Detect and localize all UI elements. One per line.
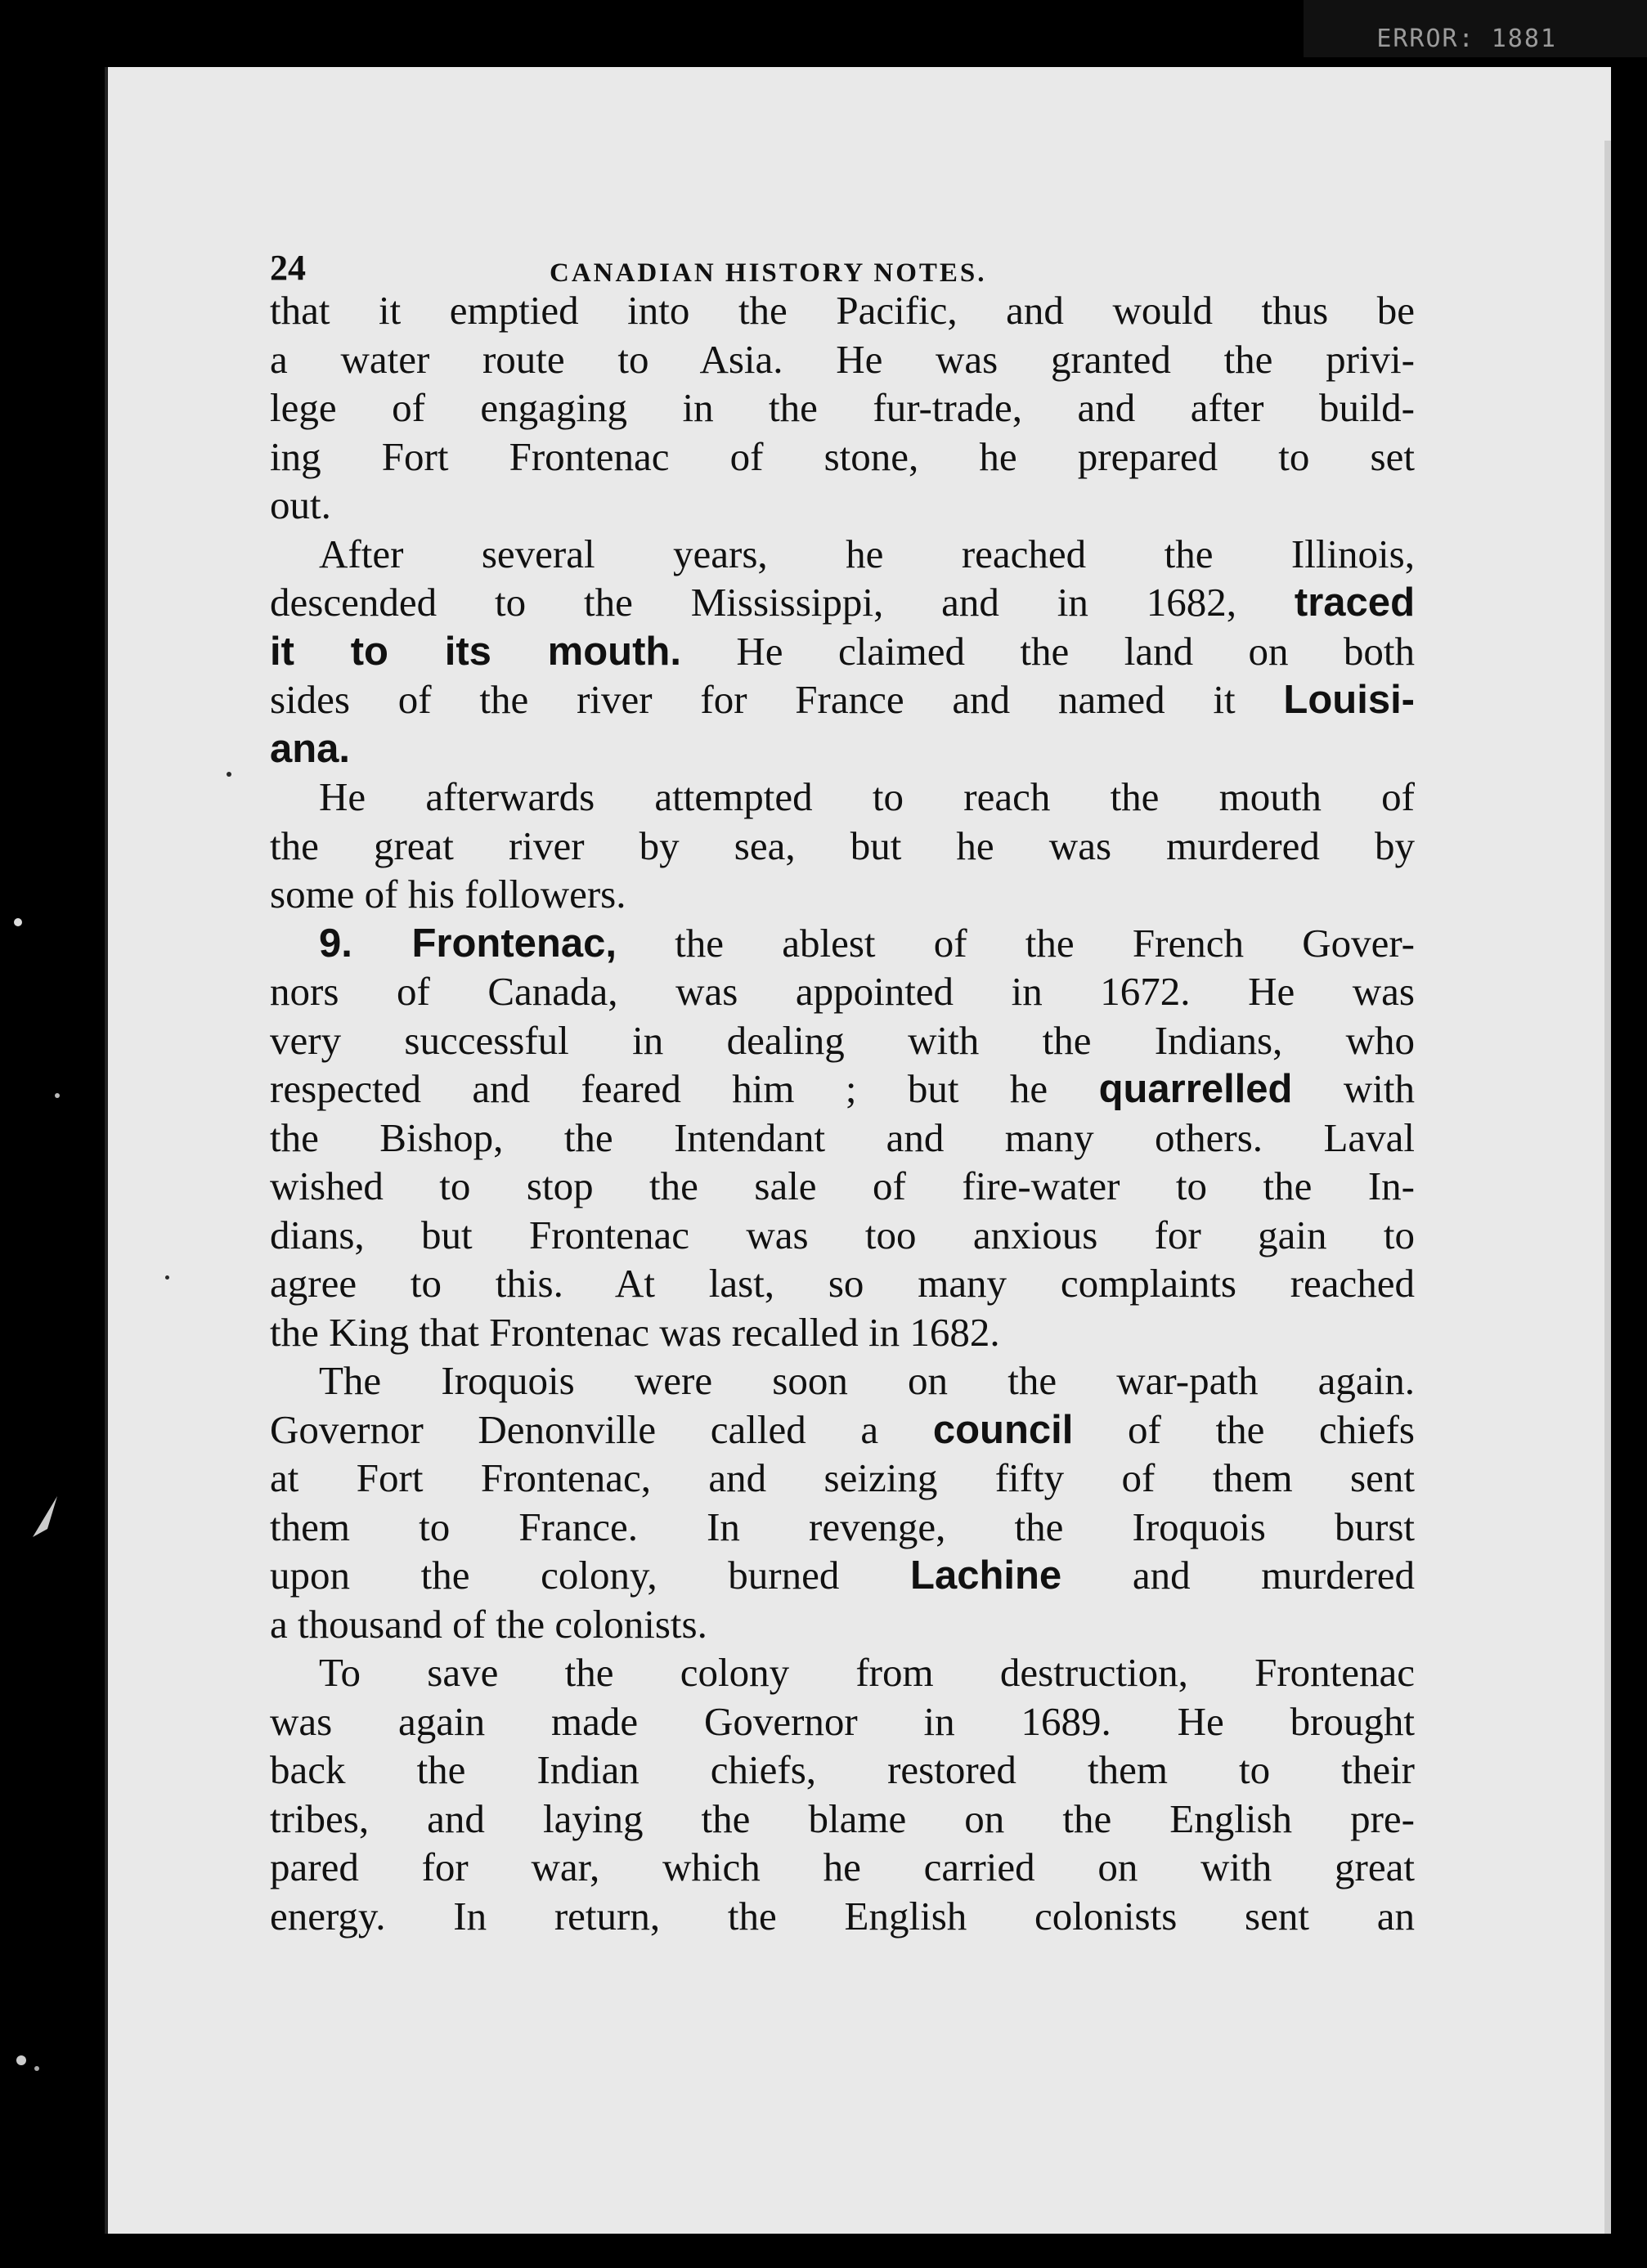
text-line	[270, 1162, 1415, 1211]
text-run: that it emptied into the Pacific, and would thus be	[270, 288, 1415, 333]
page-edge	[1604, 141, 1611, 2234]
text-run: energy. In return, the English colonists sent an	[270, 1893, 1415, 1939]
text-run: wished to stop the sale of fire-water to the In-	[270, 1163, 1415, 1208]
text-line	[270, 578, 1415, 627]
scan-header-stripe	[1304, 0, 1647, 57]
text-run: upon the colony, burned	[270, 1553, 911, 1598]
text-run: He claimed the land on both	[680, 628, 1416, 674]
text-run: sides of the river for France and named it	[270, 677, 1284, 722]
text-line	[270, 1308, 1415, 1357]
text-run: and murdered	[1061, 1553, 1416, 1598]
text-run: some of his followers.	[270, 872, 626, 917]
speck	[165, 1275, 169, 1280]
text-run: them to France. In revenge, the Iroquois burst	[270, 1504, 1415, 1549]
film-margin-specks	[0, 0, 105, 2268]
text-run: To save the colony from destruction, Frontenac	[319, 1650, 1415, 1695]
text-line	[270, 1697, 1415, 1746]
text-run: was again made Governor in 1689. He brought	[270, 1698, 1415, 1744]
text-line	[270, 724, 1415, 773]
bold-term: Louisi-	[1283, 678, 1415, 722]
text-line	[270, 967, 1415, 1016]
text-run: descended to the Mississippi, and in 1682,	[270, 580, 1295, 625]
text-line	[270, 1551, 1415, 1600]
text-run: the Bishop, the Intendant and many others. Laval	[270, 1114, 1415, 1160]
page-number: 24	[270, 248, 306, 288]
bold-term: Lachine	[910, 1553, 1062, 1598]
text-run: of the chiefs	[1073, 1406, 1415, 1452]
text-run: tribes, and laying the blame on the English pre-	[270, 1795, 1415, 1841]
text-run: the great river by sea, but he was murdered by	[270, 822, 1415, 868]
text-run: lege of engaging in the fur-trade, and after build-	[270, 385, 1415, 430]
speck	[34, 2066, 39, 2071]
text-run: dians, but Frontenac was too anxious for gain to	[270, 1212, 1415, 1257]
text-line	[270, 1648, 1415, 1697]
speck	[55, 1093, 60, 1098]
text-run: at Fort Frontenac, and seizing fifty of them sent	[270, 1455, 1415, 1500]
text-line	[270, 1892, 1415, 1941]
scan-stripe-text: ERROR: 1881	[1376, 25, 1557, 53]
text-line	[270, 1211, 1415, 1260]
bold-term: ana.	[270, 726, 351, 771]
text-run: Governor Denonville called a	[270, 1406, 933, 1452]
text-line	[270, 675, 1415, 724]
text-run: the ablest of the French Gover-	[616, 920, 1415, 966]
bold-term: quarrelled	[1098, 1067, 1293, 1111]
speck	[227, 772, 231, 777]
text-run: the King that Frontenac was recalled in 1682.	[270, 1309, 1000, 1355]
text-run: very successful in dealing with the Indians, who	[270, 1017, 1415, 1063]
text-run: The Iroquois were soon on the war-path again.	[319, 1358, 1415, 1403]
scratch	[33, 1496, 57, 1537]
bold-term: it to its mouth.	[270, 629, 681, 674]
text-run: nors of Canada, was appointed in 1672. He was	[270, 969, 1415, 1014]
text-line	[270, 1065, 1415, 1114]
text-run: respected and feared him ; but he	[270, 1066, 1099, 1111]
text-line	[270, 1503, 1415, 1552]
text-line	[270, 530, 1415, 579]
text-run: He afterwards attempted to reach the mouth of	[319, 774, 1415, 819]
text-run: ing Fort Frontenac of stone, he prepared to set	[270, 433, 1415, 479]
bold-term: traced	[1294, 580, 1415, 625]
text-run: back the Indian chiefs, restored them to their	[270, 1747, 1415, 1792]
text-run: After several years, he reached the Illinois,	[319, 531, 1415, 576]
text-line	[270, 773, 1415, 822]
text-line	[270, 433, 1415, 482]
text-run: agree to this. At last, so many complaints reached	[270, 1261, 1415, 1306]
text-line	[270, 919, 1415, 968]
text-line	[270, 627, 1415, 676]
text-line	[270, 1454, 1415, 1503]
bold-term: council	[932, 1407, 1074, 1452]
text-line	[270, 1746, 1415, 1795]
body-text	[270, 286, 1415, 1940]
text-line	[270, 286, 1415, 335]
text-run: pared for war, which he carried on with great	[270, 1844, 1415, 1889]
text-line	[270, 1356, 1415, 1405]
text-line	[270, 822, 1415, 871]
text-run: a thousand of the colonists.	[270, 1601, 707, 1647]
text-line	[270, 870, 1415, 919]
text-line	[270, 481, 1415, 530]
text-line	[270, 335, 1415, 384]
speck	[16, 2055, 26, 2065]
running-head: CANADIAN HISTORY NOTES.	[550, 258, 987, 288]
text-line	[270, 1843, 1415, 1892]
bold-term: 9. Frontenac,	[319, 921, 617, 966]
text-line	[270, 1259, 1415, 1308]
text-line	[270, 1405, 1415, 1454]
text-run: a water route to Asia. He was granted the privi-	[270, 336, 1415, 382]
text-line	[270, 1795, 1415, 1844]
text-line	[270, 1114, 1415, 1163]
text-line	[270, 1600, 1415, 1649]
text-run: out.	[270, 482, 331, 527]
speck	[14, 918, 22, 926]
text-line	[270, 1016, 1415, 1065]
text-run: with	[1292, 1066, 1415, 1111]
text-line	[270, 383, 1415, 433]
